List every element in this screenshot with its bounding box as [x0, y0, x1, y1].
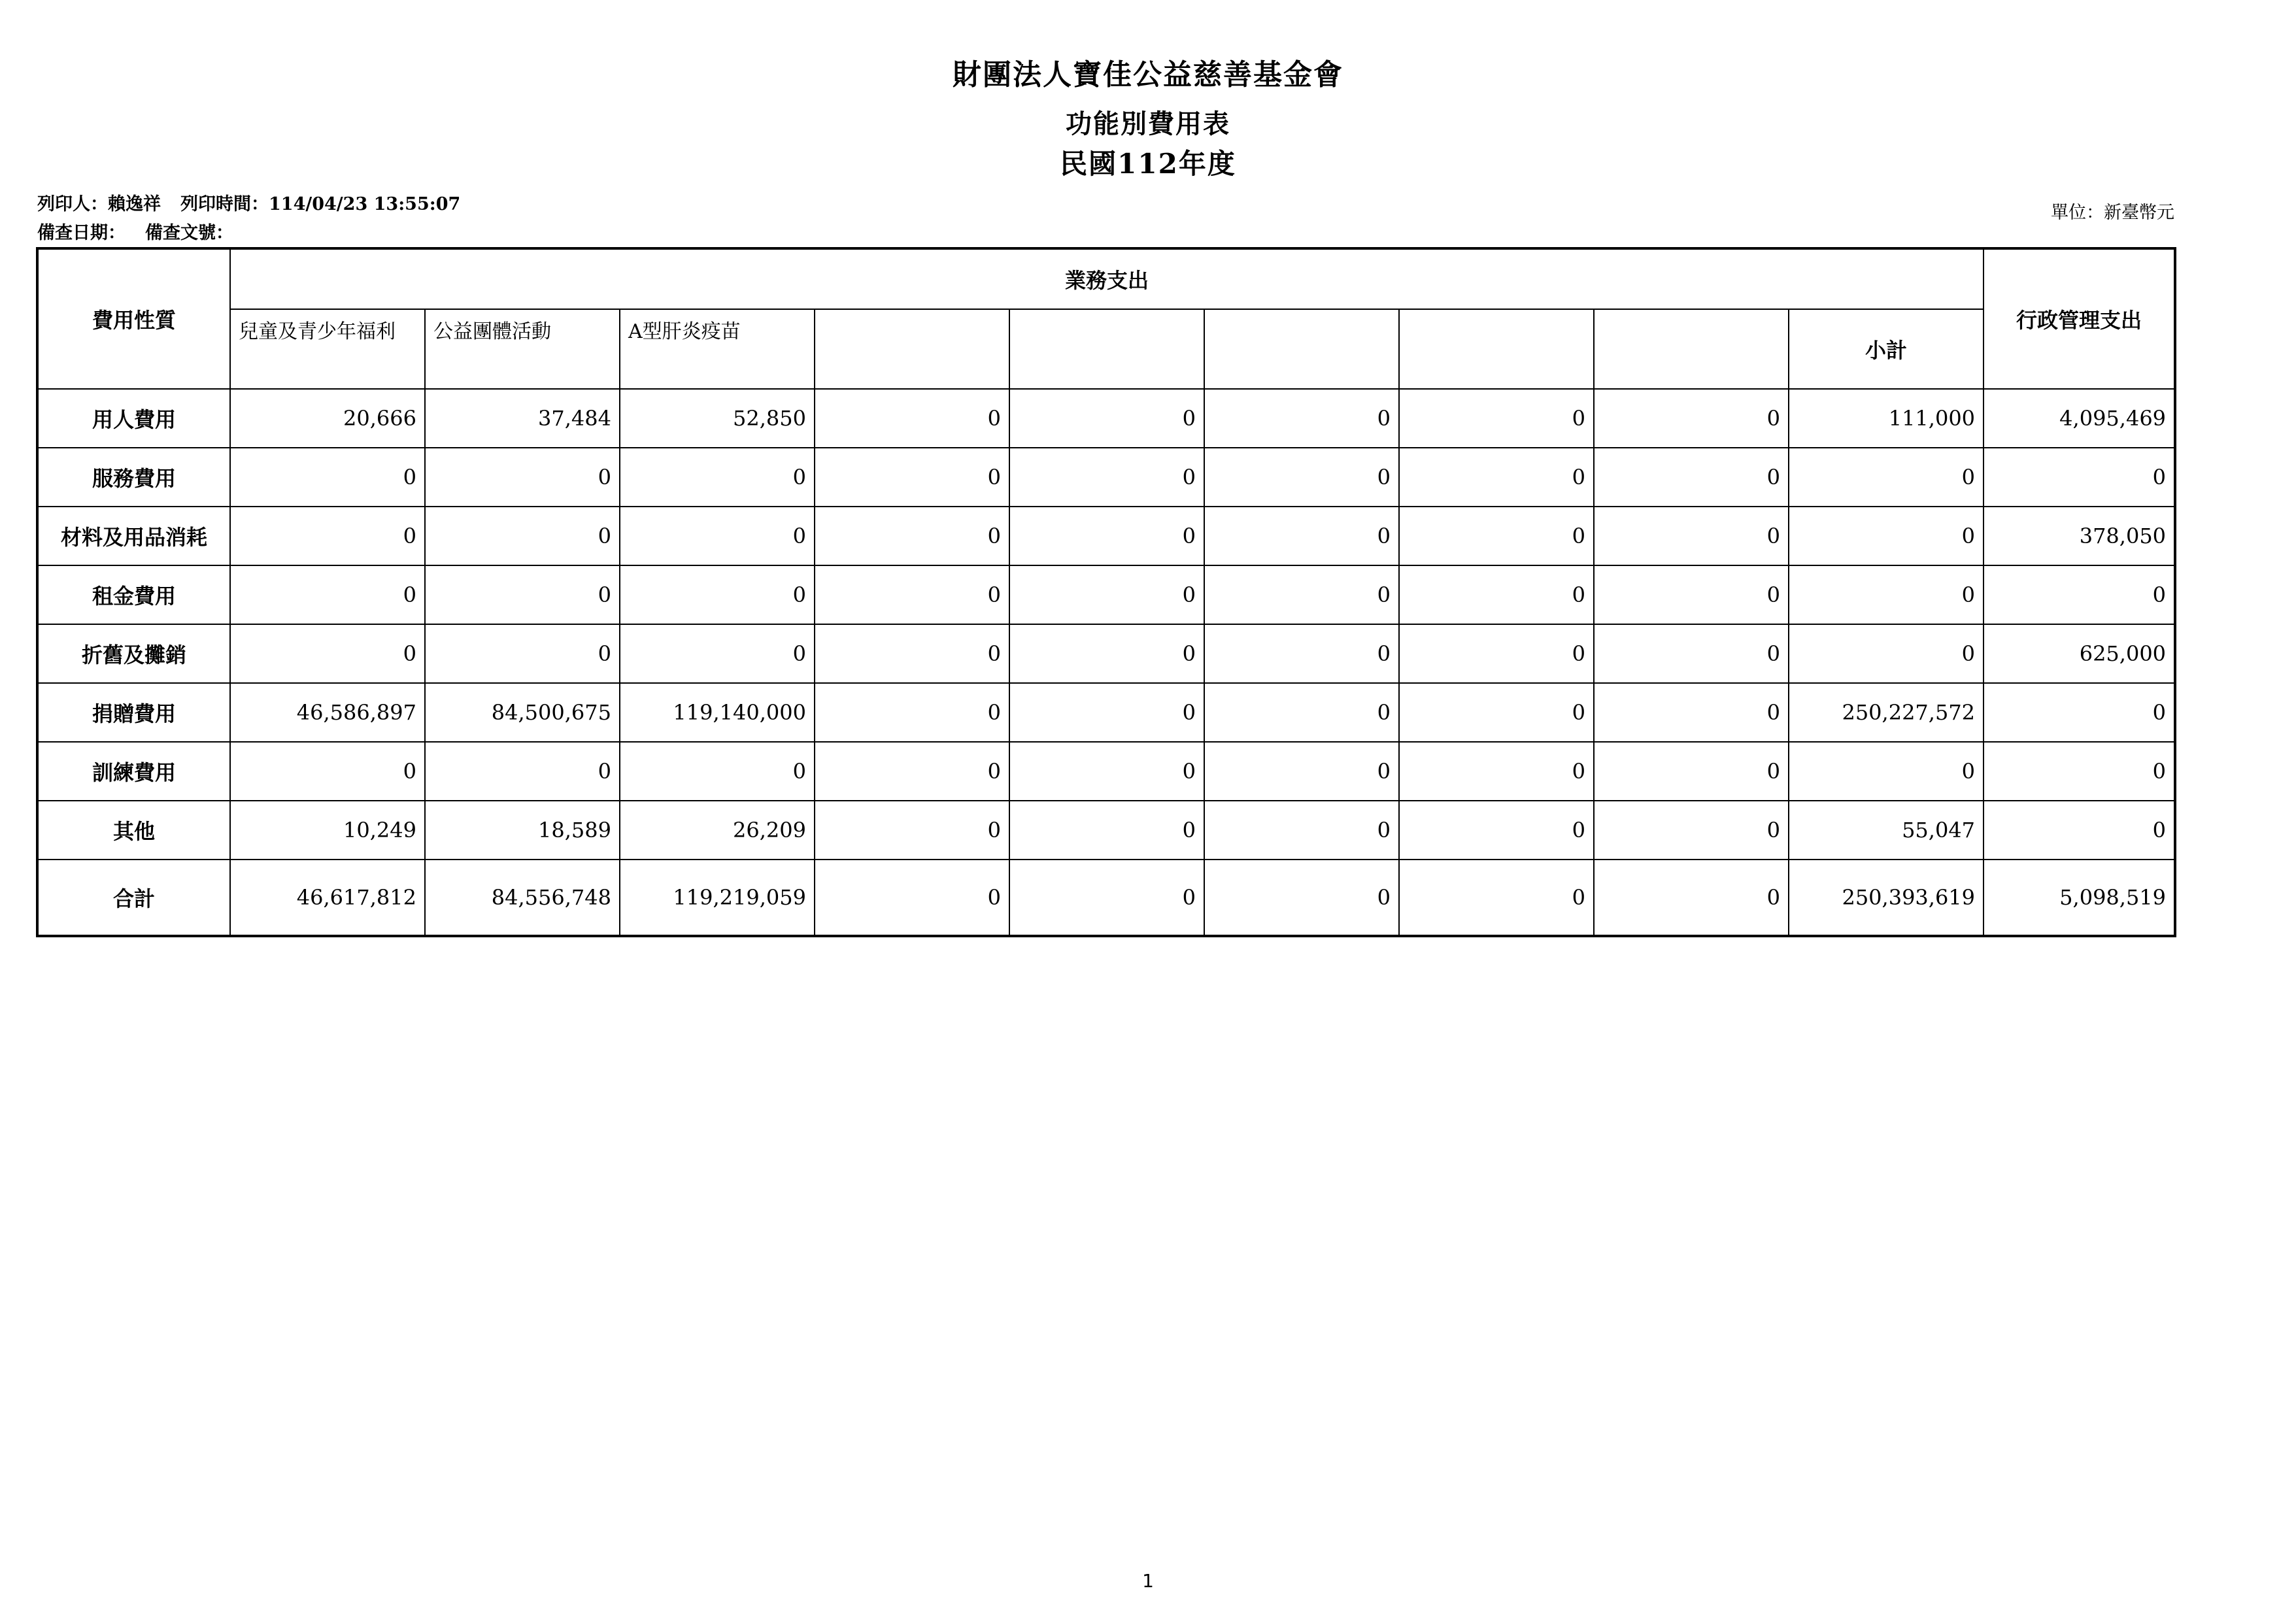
- table-cell: 0: [815, 860, 1009, 935]
- total-row: [38, 860, 2174, 935]
- table-cell: 0: [230, 624, 425, 683]
- table-cell: 0: [1009, 389, 1204, 448]
- table-cell: 5,098,519: [1984, 860, 2174, 935]
- table-cell: 0: [1594, 860, 1789, 935]
- table-row: [38, 801, 2174, 860]
- row-label: 租金費用: [38, 565, 230, 624]
- table-cell: 0: [1984, 801, 2174, 860]
- table-cell: 0: [1009, 565, 1204, 624]
- table-cell: 250,393,619: [1789, 860, 1984, 935]
- table-cell: 0: [1594, 565, 1789, 624]
- table-cell: 0: [1789, 507, 1984, 565]
- table-cell: 0: [1984, 742, 2174, 801]
- page-number: 1: [1142, 1570, 1154, 1592]
- row-label: 折舊及攤銷: [38, 624, 230, 683]
- table-cell: 0: [1984, 683, 2174, 742]
- business-expense-header: 業務支出: [230, 249, 1984, 309]
- table-cell: 20,666: [230, 389, 425, 448]
- expense-nature-header: 費用性質: [38, 249, 230, 389]
- table-cell: 378,050: [1984, 507, 2174, 565]
- table-cell: 0: [620, 565, 815, 624]
- table-cell: 46,617,812: [230, 860, 425, 935]
- table-cell: 0: [1789, 448, 1984, 507]
- table-cell: 0: [815, 389, 1009, 448]
- functional-expense-table: [37, 248, 2175, 936]
- filing-date-label: 備查日期：: [37, 223, 126, 243]
- table-cell: 0: [1789, 742, 1984, 801]
- table-row: [38, 448, 2174, 507]
- table-cell: 0: [815, 624, 1009, 683]
- column-header: [1594, 309, 1789, 389]
- table-cell: 0: [620, 624, 815, 683]
- table-cell: 0: [1399, 448, 1594, 507]
- table-cell: 0: [1594, 742, 1789, 801]
- table-cell: 0: [1204, 742, 1399, 801]
- column-header: A型肝炎疫苗: [620, 309, 815, 389]
- table-cell: 0: [620, 448, 815, 507]
- table-row: [38, 507, 2174, 565]
- table-cell: 0: [1594, 624, 1789, 683]
- table-cell: 0: [1399, 624, 1594, 683]
- table-cell: 119,140,000: [620, 683, 815, 742]
- table-cell: 0: [1984, 448, 2174, 507]
- row-label: 捐贈費用: [38, 683, 230, 742]
- table-cell: 0: [425, 624, 620, 683]
- report-title: 功能別費用表: [1066, 109, 1230, 139]
- table-cell: 0: [815, 507, 1009, 565]
- table-cell: 111,000: [1789, 389, 1984, 448]
- table-cell: 0: [1009, 683, 1204, 742]
- table-cell: 625,000: [1984, 624, 2174, 683]
- table-cell: 0: [1594, 683, 1789, 742]
- organization-name: 財團法人寶佳公益慈善基金會: [953, 58, 1343, 92]
- table-cell: 46,586,897: [230, 683, 425, 742]
- column-header: [815, 309, 1009, 389]
- table-cell: 0: [230, 565, 425, 624]
- table-cell: 119,219,059: [620, 860, 815, 935]
- table-cell: 0: [1399, 683, 1594, 742]
- column-header: 兒童及青少年福利: [230, 309, 425, 389]
- table-cell: 0: [1399, 389, 1594, 448]
- print-info: [37, 190, 460, 215]
- table-cell: 250,227,572: [1789, 683, 1984, 742]
- table-cell: 26,209: [620, 801, 815, 860]
- table-cell: 0: [1399, 507, 1594, 565]
- table-cell: 0: [230, 507, 425, 565]
- row-label: 服務費用: [38, 448, 230, 507]
- table-cell: 0: [1204, 683, 1399, 742]
- table-row: [38, 624, 2174, 683]
- table-cell: 52,850: [620, 389, 815, 448]
- row-label: 其他: [38, 801, 230, 860]
- table-cell: 0: [1399, 860, 1594, 935]
- table-cell: 0: [1399, 565, 1594, 624]
- header-row-group: [38, 249, 2174, 309]
- table-body: [38, 389, 2174, 935]
- row-label: 合計: [38, 860, 230, 935]
- table-cell: 0: [1204, 624, 1399, 683]
- table-cell: 10,249: [230, 801, 425, 860]
- table-cell: 0: [425, 448, 620, 507]
- row-label: 訓練費用: [38, 742, 230, 801]
- table-cell: 0: [815, 801, 1009, 860]
- table-cell: 0: [1399, 742, 1594, 801]
- table-cell: 0: [620, 507, 815, 565]
- table-row: [38, 389, 2174, 448]
- table-cell: 0: [815, 683, 1009, 742]
- table-cell: 84,500,675: [425, 683, 620, 742]
- table-cell: 0: [1399, 801, 1594, 860]
- table-cell: 0: [1594, 389, 1789, 448]
- table-cell: 0: [1789, 624, 1984, 683]
- table-row: [38, 565, 2174, 624]
- column-header: [1204, 309, 1399, 389]
- table-cell: 0: [815, 448, 1009, 507]
- table-cell: 0: [1009, 742, 1204, 801]
- column-header: 小計: [1789, 309, 1984, 389]
- table-cell: 0: [1594, 507, 1789, 565]
- column-header: 公益團體活動: [425, 309, 620, 389]
- table-cell: 37,484: [425, 389, 620, 448]
- table-cell: 0: [230, 448, 425, 507]
- column-header: [1399, 309, 1594, 389]
- table-cell: 0: [1204, 860, 1399, 935]
- table-cell: 0: [1204, 565, 1399, 624]
- table-row: [38, 742, 2174, 801]
- table-cell: 0: [1009, 860, 1204, 935]
- table-cell: 0: [1204, 801, 1399, 860]
- table-cell: 0: [1594, 448, 1789, 507]
- currency-unit: 單位：新臺幣元: [2051, 203, 2174, 223]
- column-header: [1009, 309, 1204, 389]
- table-cell: 0: [425, 565, 620, 624]
- admin-expense-header: 行政管理支出: [1984, 249, 2174, 389]
- table-row: [38, 683, 2174, 742]
- row-label: 用人費用: [38, 389, 230, 448]
- table-cell: 0: [620, 742, 815, 801]
- table-cell: 0: [1009, 507, 1204, 565]
- table-cell: 0: [815, 565, 1009, 624]
- table-cell: 0: [1204, 389, 1399, 448]
- table-cell: 18,589: [425, 801, 620, 860]
- row-label: 材料及用品消耗: [38, 507, 230, 565]
- filing-info: [37, 218, 233, 244]
- table-cell: 0: [230, 742, 425, 801]
- print-time-label: 列印時間：114/04/23 13:55:07: [180, 194, 461, 214]
- table-cell: 0: [1009, 448, 1204, 507]
- table-cell: 0: [1009, 624, 1204, 683]
- table-cell: 0: [1789, 565, 1984, 624]
- table-cell: 0: [425, 507, 620, 565]
- table-cell: 0: [1594, 801, 1789, 860]
- printer-label: 列印人：賴逸祥: [37, 194, 161, 214]
- table-cell: 0: [1984, 565, 2174, 624]
- table-cell: 0: [425, 742, 620, 801]
- report-period: 民國112年度: [1060, 148, 1236, 180]
- table-cell: 0: [1009, 801, 1204, 860]
- table-cell: 0: [1204, 507, 1399, 565]
- header-row-subcategories: [38, 309, 2174, 389]
- table-cell: 84,556,748: [425, 860, 620, 935]
- filing-number-label: 備查文號：: [145, 223, 233, 243]
- table-cell: 0: [1204, 448, 1399, 507]
- table-cell: 4,095,469: [1984, 389, 2174, 448]
- table-cell: 0: [815, 742, 1009, 801]
- table-cell: 55,047: [1789, 801, 1984, 860]
